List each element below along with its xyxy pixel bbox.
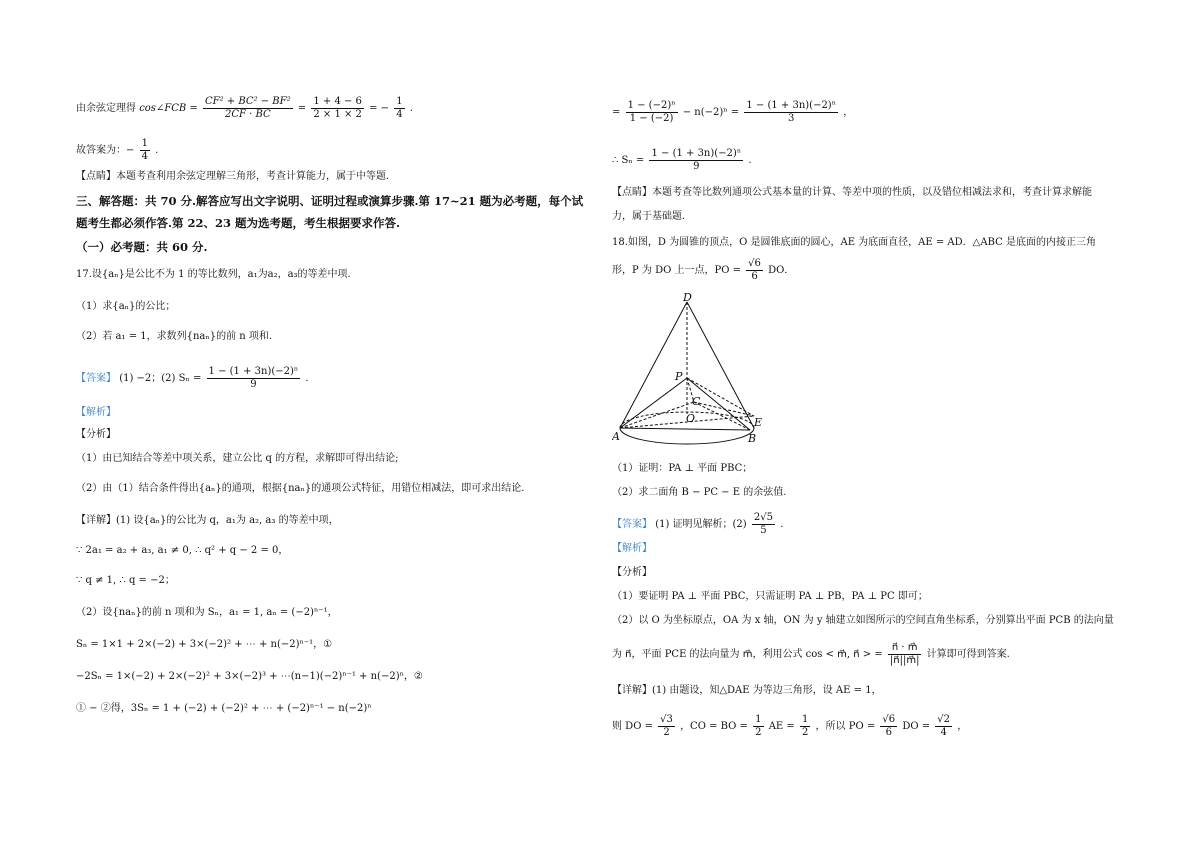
label-A: A [612,430,620,443]
denominator: 2 [801,727,809,738]
cone-figure [612,290,772,450]
numerator: 1 − (1 + 3n)(−2)ⁿ [651,148,742,159]
fraction [140,138,150,163]
fraction [746,258,763,283]
denominator: |n⃗||m⃗| [889,655,920,666]
detail-line-7: ① − ②得，3Sₙ = 1 + (−2) + (−2)² + ⋯ + (−2)ⁿ⁻¹ − n(−2)ⁿ [76,703,372,714]
jiexi-tag: 【解析】 [76,407,116,418]
label-D: D [683,291,692,304]
denominator: 4 [940,727,947,738]
question-18-part1: （1）证明：PA ⊥ 平面 PBC； [612,463,753,474]
period: . [305,373,309,384]
answer-tag: 【答案】 [76,373,116,384]
text: − n(−2)ⁿ = [682,107,740,118]
text: 故答案为：− [76,145,135,156]
denominator: 6 [751,271,758,282]
detail-line-2 [612,714,967,739]
text: 形，P 为 DO 上一点，PO = [612,265,741,276]
formula-cos: cos∠FCB = [139,103,198,114]
cone-side-left [620,302,687,428]
edge-CE [694,402,754,416]
question-17-part2: （2）若 a₁ = 1，求数列{naₙ}的前 n 项和. [76,331,273,342]
denominator: 2 × 1 × 2 [313,109,362,120]
answer-line [76,138,158,163]
question-18-part2: （2）求二面角 B − PC − E 的余弦值. [612,487,787,498]
denominator: 5 [760,525,767,536]
fraction [649,148,743,173]
analysis-line-3 [612,642,1010,667]
numerator: 1 [801,714,809,725]
question-17: 17.设{aₙ}是公比不为 1 的等比数列，a₁为a₂，a₃的等差中项. [76,269,351,280]
text: DO = [902,721,931,732]
answer-text: (1) −2；(2) Sₙ = [119,373,202,384]
comma: ， [957,721,968,732]
detail-line-6: −2Sₙ = 1×(−2) + 2×(−2)² + 3×(−2)³ + ⋯(n−1)(−2)ⁿ⁻¹ + n(−2)ⁿ，② [76,671,423,682]
detail-line-4: （2）设{naₙ}的前 n 项和为 Sₙ，a₁ = 1, aₙ = (−2)ⁿ⁻¹， [76,607,338,618]
answer-18 [612,512,783,537]
label-B: B [748,432,757,445]
comma: ， [843,107,854,118]
period: . [409,103,413,114]
text: 则 DO = [612,721,653,732]
analysis-line-2: （2）以 O 为坐标原点，OA 为 x 轴，ON 为 y 轴建立如图所示的空间直角坐标系，分别算出平面 PCB 的法向量 [612,615,1114,626]
period: . [780,519,784,530]
edge-PA [620,378,687,428]
edge-BC [694,402,750,430]
equals: = [612,107,621,118]
denominator: 4 [141,151,148,162]
numerator: √6 [882,714,896,725]
edge-AB [620,428,750,430]
fraction [626,100,678,125]
numerator: 1 − (1 + 3n)(−2)ⁿ [746,100,837,111]
answer-17 [76,366,309,391]
detail-line-1: 【详解】(1) 设{aₙ}的公比为 q，a₁为 a₂, a₃ 的等差中项， [76,515,339,526]
numerator: 1 − (1 + 3n)(−2)ⁿ [208,366,299,377]
answer-tag: 【答案】 [612,519,652,530]
edge-AC [620,402,694,428]
fraction [752,512,775,537]
section-heading-2: 题考生都必须作答.第 22、23 题为选考题，考生根据要求作答. [76,216,401,230]
label-O: O [686,412,696,425]
fraction [394,96,404,121]
denominator: 2CF · BC [224,109,271,120]
sub-section-heading: （一）必考题：共 60 分. [76,240,208,254]
denominator: 3 [788,113,795,124]
fraction [744,100,838,125]
numerator: 1 [755,714,762,725]
numerator: √2 [937,714,951,725]
fenxi-tag: 【分析】 [76,429,116,440]
label-E: E [754,416,763,429]
fraction [207,366,301,391]
numerator: 1 [396,96,403,107]
fraction [935,714,952,739]
numerator: CF² + BC² − BF² [205,96,291,107]
fraction [203,96,293,121]
fenxi-tag: 【分析】 [612,567,652,578]
cone-side-right [687,302,754,428]
numerator: √6 [748,258,761,269]
question-18-line2 [612,258,794,283]
answer-text: (1) 证明见解析；(2) [655,519,747,530]
equals: = − [369,103,390,114]
text: 计算即可得到答案. [926,649,1010,660]
denominator: 6 [885,727,892,738]
numerator: n⃗ · m⃗ [888,642,922,655]
comment-line: 【点睛】本题考查利用余弦定理解三角形，考查计算能力，属于中等题. [76,171,390,182]
fraction [800,714,810,739]
analysis-line-2: （2）由（1）结合条件得出{aₙ}的通项，根据{naₙ}的通项公式特征，用错位相减法，即可求出结论. [76,483,525,494]
numerator: 2√5 [753,512,773,523]
denominator: 4 [396,109,403,120]
equals: = [297,103,307,114]
cosine-formula-line [76,96,413,121]
base-front-arc [620,428,757,445]
section-heading: 三、解答题：共 70 分.解答应写出文字说明、证明过程或演算步骤.第 17~21 题为必考题，每个试 [76,194,584,208]
sum-result-line [612,148,752,173]
denominator: 9 [693,161,700,172]
analysis-line-1: （1）由已知结合等差中项关系，建立公比 q 的方程，求解即可得出结论; [76,453,399,464]
comment-line-2: 力，属于基础题. [612,211,686,222]
period: . [155,145,159,156]
detail-line-1: 【详解】(1) 由题设，知△DAE 为等边三角形，设 AE = 1， [612,685,882,696]
text: 为 n⃗，平面 PCE 的法向量为 m⃗，利用公式 cos < m⃗, n⃗ > = [612,649,883,660]
period: . [748,155,752,166]
question-17-part1: （1）求{aₙ}的公比； [76,301,176,312]
fraction [311,96,364,121]
numerator: √3 [660,714,673,725]
fraction [880,714,897,739]
detail-line-3: ∵ q ≠ 1, ∴ q = −2； [76,575,175,586]
denominator: 2 [755,727,762,738]
comment-line-1: 【点睛】本题考查等比数列通项公式基本量的计算、等差中项的性质，以及错位相减法求和，考查计算求解能 [612,187,1092,198]
denominator: 2 [663,727,670,738]
label-C: C [692,395,701,408]
text: DO． [768,265,795,276]
numerator: 1 − (−2)ⁿ [627,100,676,111]
analysis-line-1: （1）要证明 PA ⊥ 平面 PBC，只需证明 PA ⊥ PB，PA ⊥ PC 即可； [612,591,928,602]
question-18: 18.如图，D 为圆锥的顶点，O 是圆锥底面的圆心，AE 为底面直径，AE = AD．△ABC 是底面的内接正三角 [612,237,1096,248]
fraction [888,642,922,667]
detail-line-2: ∵ 2a₁ = a₂ + a₃, a₁ ≠ 0, ∴ q² + q − 2 = 0， [76,545,289,556]
fraction [753,714,763,739]
numerator: 1 + 4 − 6 [313,96,362,107]
denominator: 1 − (−2) [629,113,674,124]
label-P: P [675,370,683,383]
denominator: 9 [250,379,257,390]
numerator: 1 [141,138,148,149]
fraction [658,714,675,739]
detail-line-5: Sₙ = 1×1 + 2×(−2) + 3×(−2)² + ⋯ + n(−2)ⁿ⁻¹，① [76,639,333,650]
text: ∴ Sₙ = [612,155,645,166]
text: ，所以 PO = [815,721,876,732]
text: ，CO = BO = [680,721,748,732]
sum-formula-line [612,100,853,125]
jiexi-tag: 【解析】 [612,543,652,554]
text: 由余弦定理得 [76,103,136,114]
text: AE = [768,721,795,732]
